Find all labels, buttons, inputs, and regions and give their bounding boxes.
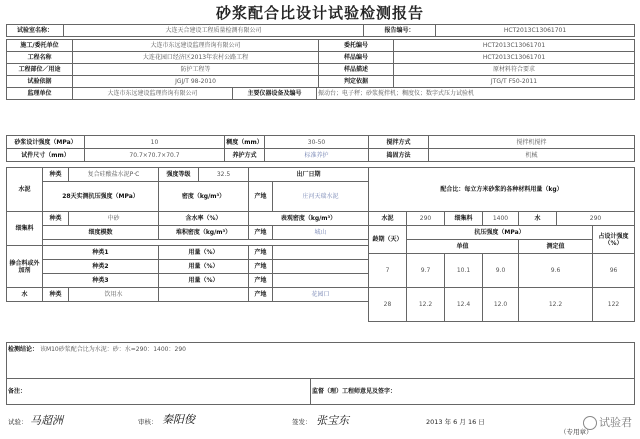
cement-variety-label: 种类 xyxy=(43,168,69,182)
cement-grade-value: 32.5 xyxy=(199,168,249,182)
fine-variety-value: 中砂 xyxy=(69,212,159,226)
admixture-3-origin-label: 产地 xyxy=(249,274,273,288)
judge-basis-label: 判定依据 xyxy=(319,76,394,88)
admixture-2-origin-label: 产地 xyxy=(249,260,273,274)
mix-water-label: 水 xyxy=(519,212,557,226)
bulk-density-label: 堆积密度（kg/m³） xyxy=(159,226,249,240)
remark-label: 备注： xyxy=(7,379,311,405)
percent-label: 占设计强度（%） xyxy=(593,226,635,254)
mix-cement-value: 290 xyxy=(407,212,445,226)
materials-table xyxy=(6,167,369,302)
project-name-value: 大连花园口经济区2013年农村公路工程 xyxy=(73,52,319,64)
mix-method-label: 搅拌方式 xyxy=(369,136,429,149)
project-name-label: 工程名称 xyxy=(7,52,73,64)
construction-unit-value: 大连市东远建设监理咨询有限公司 xyxy=(73,40,319,52)
fineness-label: 细度模数 xyxy=(43,226,159,240)
approver-signature: 张宝东 xyxy=(316,414,349,427)
lab-name-value: 大连天合建设工程质量检测有限公司 xyxy=(64,25,364,37)
entrust-no-label: 委托编号 xyxy=(319,40,394,52)
report-no-label: 报告编号： xyxy=(364,25,436,37)
tamp-method-value: 机械 xyxy=(429,149,635,162)
judge-basis-value: JTG/T F50-2011 xyxy=(394,76,635,88)
cement-28d-label: 28天实测抗压强度（MPa） xyxy=(43,182,159,212)
admixture-1-label: 种类1 xyxy=(43,246,159,260)
sample-desc-value: 原材料符合要求 xyxy=(394,64,635,76)
mix-ratio-label: 配合比：每立方米砂浆的各种材料用量（kg） xyxy=(369,168,635,212)
reviewer-label: 审核： xyxy=(138,418,158,426)
water-variety-label: 种类 xyxy=(43,288,69,302)
water-origin-value: 花园口 xyxy=(273,288,369,302)
mix-cement-label: 水泥 xyxy=(369,212,407,226)
age-28-measured: 12.2 xyxy=(519,288,593,322)
reviewer-signature: 秦阳俊 xyxy=(162,413,195,426)
lab-name-label: 试验室名称： xyxy=(7,25,64,37)
supervisor-table xyxy=(6,87,635,100)
test-basis-label: 试验依据 xyxy=(7,76,73,88)
measured-value-label: 测定值 xyxy=(519,240,593,254)
tester-label: 试验： xyxy=(8,418,28,426)
curing-label: 养护方式 xyxy=(225,149,265,162)
admixture-1-origin-label: 产地 xyxy=(249,246,273,260)
watermark xyxy=(583,414,632,430)
entrust-no-value: HCT2013C13061701 xyxy=(394,40,635,52)
age-28-value: 28 xyxy=(369,288,407,322)
equipment-label: 主要仪器设备及编号 xyxy=(233,88,317,100)
tester-signature: 马超洲 xyxy=(30,414,63,427)
mix-water-value: 290 xyxy=(557,212,635,226)
specimen-size-label: 试件尺寸（mm） xyxy=(7,149,85,162)
sample-no-label: 样品编号 xyxy=(319,52,394,64)
mix-fine-value: 1400 xyxy=(483,212,519,226)
age-7-value: 7 xyxy=(369,254,407,288)
consistency-label: 稠度（mm） xyxy=(225,136,265,149)
fine-variety-label: 种类 xyxy=(43,212,69,226)
sample-no-value: HCT2013C13061701 xyxy=(394,52,635,64)
apparent-density-label: 表观密度（kg/m³） xyxy=(249,212,369,226)
sample-desc-label: 样品描述 xyxy=(319,64,394,76)
cement-density-label: 密度（kg/m³） xyxy=(159,182,249,212)
age-label: 龄期（天） xyxy=(369,226,407,254)
supervisor-label: 监理单位 xyxy=(7,88,73,100)
supervisor-opinion-label: 监督（理）工程师意见及签字： xyxy=(311,379,635,405)
info-table xyxy=(6,39,635,88)
conclusion-label: 检测结论： xyxy=(8,346,39,353)
age-7-single-3: 9.0 xyxy=(483,254,519,288)
mix-method-value: 搅拌机搅拌 xyxy=(429,136,635,149)
cement-origin-value: 庄河天瑞水泥 xyxy=(273,182,369,212)
watermark-text: 试验君 xyxy=(599,416,632,429)
age-28-single-3: 12.0 xyxy=(483,288,519,322)
age-7-single-1: 9.7 xyxy=(407,254,445,288)
age-28-percent: 122 xyxy=(593,288,635,322)
header-table xyxy=(6,24,635,37)
cement-origin-label: 产地 xyxy=(249,182,273,212)
equipment-value: 振动台；电子秤；砂浆搅拌机；稠度仪；数字式压力试验机 xyxy=(317,88,635,100)
project-part-value: 防护工程等 xyxy=(73,64,319,76)
tamp-method-label: 捣固方法 xyxy=(369,149,429,162)
consistency-value: 30-50 xyxy=(265,136,369,149)
specimen-size-value: 70.7×70.7×70.7 xyxy=(85,149,225,162)
admixture-2-label: 种类2 xyxy=(43,260,159,274)
conclusion-text: 该M10砂浆配合比为水泥：砂：水=290：1400：290 xyxy=(39,346,186,353)
admixture-1-dosage-label: 用量（%） xyxy=(159,246,249,260)
project-part-label: 工程部位／用途 xyxy=(7,64,73,76)
mix-fine-label: 细集料 xyxy=(445,212,483,226)
age-28-single-2: 12.4 xyxy=(445,288,483,322)
cement-label: 水泥 xyxy=(7,168,43,212)
conclusion-table xyxy=(6,342,635,405)
report-no-value: HCT2013C13061701 xyxy=(436,25,635,37)
cement-variety-value: 复合硅酸盐水泥P·C xyxy=(69,168,159,182)
conclusion-cell xyxy=(7,343,635,379)
design-strength-value: 10 xyxy=(85,136,225,149)
factory-date-label: 出厂日期 xyxy=(249,168,369,182)
fine-origin-value: 城山 xyxy=(273,226,369,240)
cement-grade-label: 强度等级 xyxy=(159,168,199,182)
water-origin-label: 产地 xyxy=(249,288,273,302)
fine-aggregate-label: 细集料 xyxy=(7,212,43,246)
water-label: 水 xyxy=(7,288,43,302)
admixture-2-dosage-label: 用量（%） xyxy=(159,260,249,274)
age-28-single-1: 12.2 xyxy=(407,288,445,322)
single-value-label: 单值 xyxy=(407,240,519,254)
design-table xyxy=(6,135,635,162)
moisture-label: 含水率（%） xyxy=(159,212,249,226)
report-title: 砂浆配合比设计试验检测报告 xyxy=(215,4,424,22)
approver-label: 签发： xyxy=(292,418,312,426)
supervisor-value: 大连市东远建设监理咨询有限公司 xyxy=(73,88,233,100)
age-7-single-2: 10.1 xyxy=(445,254,483,288)
report-date: 2013 年 6 月 16 日 xyxy=(426,418,485,426)
admixture-3-dosage-label: 用量（%） xyxy=(159,274,249,288)
curing-value: 标准养护 xyxy=(265,149,369,162)
age-7-measured: 9.6 xyxy=(519,254,593,288)
wechat-icon xyxy=(583,416,597,430)
fine-origin-label: 产地 xyxy=(249,226,273,240)
design-strength-label: 砂浆设计强度（MPa） xyxy=(7,136,85,149)
strength-table xyxy=(368,167,635,322)
age-7-percent: 96 xyxy=(593,254,635,288)
water-variety-value: 饮用水 xyxy=(69,288,159,302)
admixture-label: 掺合料或外加剂 xyxy=(7,246,43,288)
stamp-label: （专用章） xyxy=(560,428,593,436)
admixture-3-label: 种类3 xyxy=(43,274,159,288)
compressive-label: 抗压强度（MPa） xyxy=(407,226,593,240)
test-basis-value: JGJ/T 98-2010 xyxy=(73,76,319,88)
construction-unit-label: 施工/委托单位 xyxy=(7,40,73,52)
